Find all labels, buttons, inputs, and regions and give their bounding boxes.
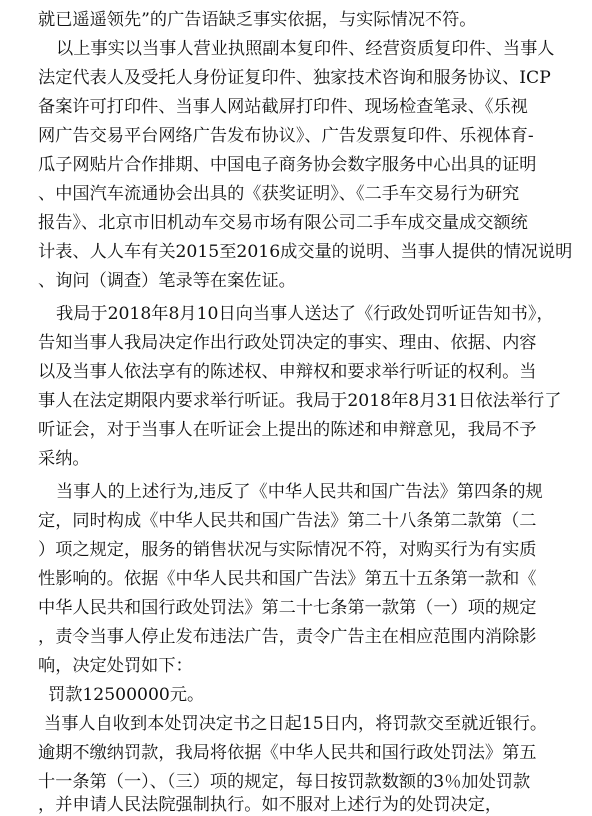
text-line: 中华人民共和国行政处罚法》第二十七条第一款第（一）项的规定 — [38, 598, 537, 618]
text-line: 当事人自收到本处罚决定书之日起15日内，将罚款交至就近银行。 — [44, 714, 548, 734]
text-line: 就已遥遥领先”的广告语缺乏事实依据，与实际情况不符。 — [38, 10, 477, 30]
text-line: 法定代表人及受托人身份证复印件、独家技术咨询和服务协议、ICP — [38, 68, 551, 88]
text-line: 响，决定处罚如下： — [38, 656, 193, 676]
text-line: 当事人的上述行为,违反了《中华人民共和国广告法》第四条的规 — [56, 482, 543, 502]
text-line: 、中国汽车流通协会出具的《获奖证明》、《二手车交易行为研究 — [38, 184, 520, 204]
text-line: 我局于2018年8月10日向当事人送达了《行政处罚听证告知书》， — [56, 304, 554, 324]
text-line: 计表、人人车有关2015至2016成交量的说明、当事人提供的情况说明 — [38, 242, 573, 262]
text-line: 听证会，对于当事人在听证会上提出的陈述和申辩意见，我局不予 — [38, 420, 537, 440]
text-line: 定，同时构成《中华人民共和国广告法》第二十八条第二款第（二 — [38, 511, 537, 531]
text-line: 备案许可打印件、当事人网站截屏打印件、现场检查笔录、《乐视 — [38, 97, 528, 117]
text-line: 事人在法定期限内要求举行听证。我局于2018年8月31日依法举行了 — [38, 391, 562, 411]
text-line: ）项之规定，服务的销售状况与实际情况不符，对购买行为有实质 — [38, 540, 537, 560]
text-line: 性影响的。依据《中华人民共和国广告法》第五十五条第一款和《 — [38, 569, 537, 589]
text-line: 告知当事人我局决定作出行政处罚决定的事实、理由、依据、内容 — [38, 333, 537, 353]
text-line: ，责令当事人停止发布违法广告，责令广告主在相应范围内消除影 — [38, 627, 537, 647]
text-line: 采纳。 — [38, 449, 90, 469]
text-line: 以及当事人依法享有的陈述权、申辩权和要求举行听证的权利。当 — [38, 362, 537, 382]
text-line: ，并申请人民法院强制执行。如不服对上述行为的处罚决定， — [38, 795, 503, 815]
text-line: 罚款12500000元。 — [48, 685, 205, 705]
text-line: 网广告交易平台网络广告发布协议》、广告发票复印件、乐视体育- — [38, 126, 534, 146]
text-line: 逾期不缴纳罚款，我局将依据《中华人民共和国行政处罚法》第五 — [38, 743, 537, 763]
text-line: 瓜子网贴片合作排期、中国电子商务协会数字服务中心出具的证明 — [38, 155, 537, 175]
text-line: 报告》、北京市旧机动车交易市场有限公司二手车成交量成交额统 — [38, 213, 528, 233]
text-line: 、询问（调查）笔录等在案佐证。 — [38, 271, 296, 291]
text-line: 以上事实以当事人营业执照副本复印件、经营资质复印件、当事人 — [56, 39, 555, 59]
text-line: 十一条第（一）、（三）项的规定，每日按罚款数额的3％加处罚款 — [38, 772, 531, 792]
